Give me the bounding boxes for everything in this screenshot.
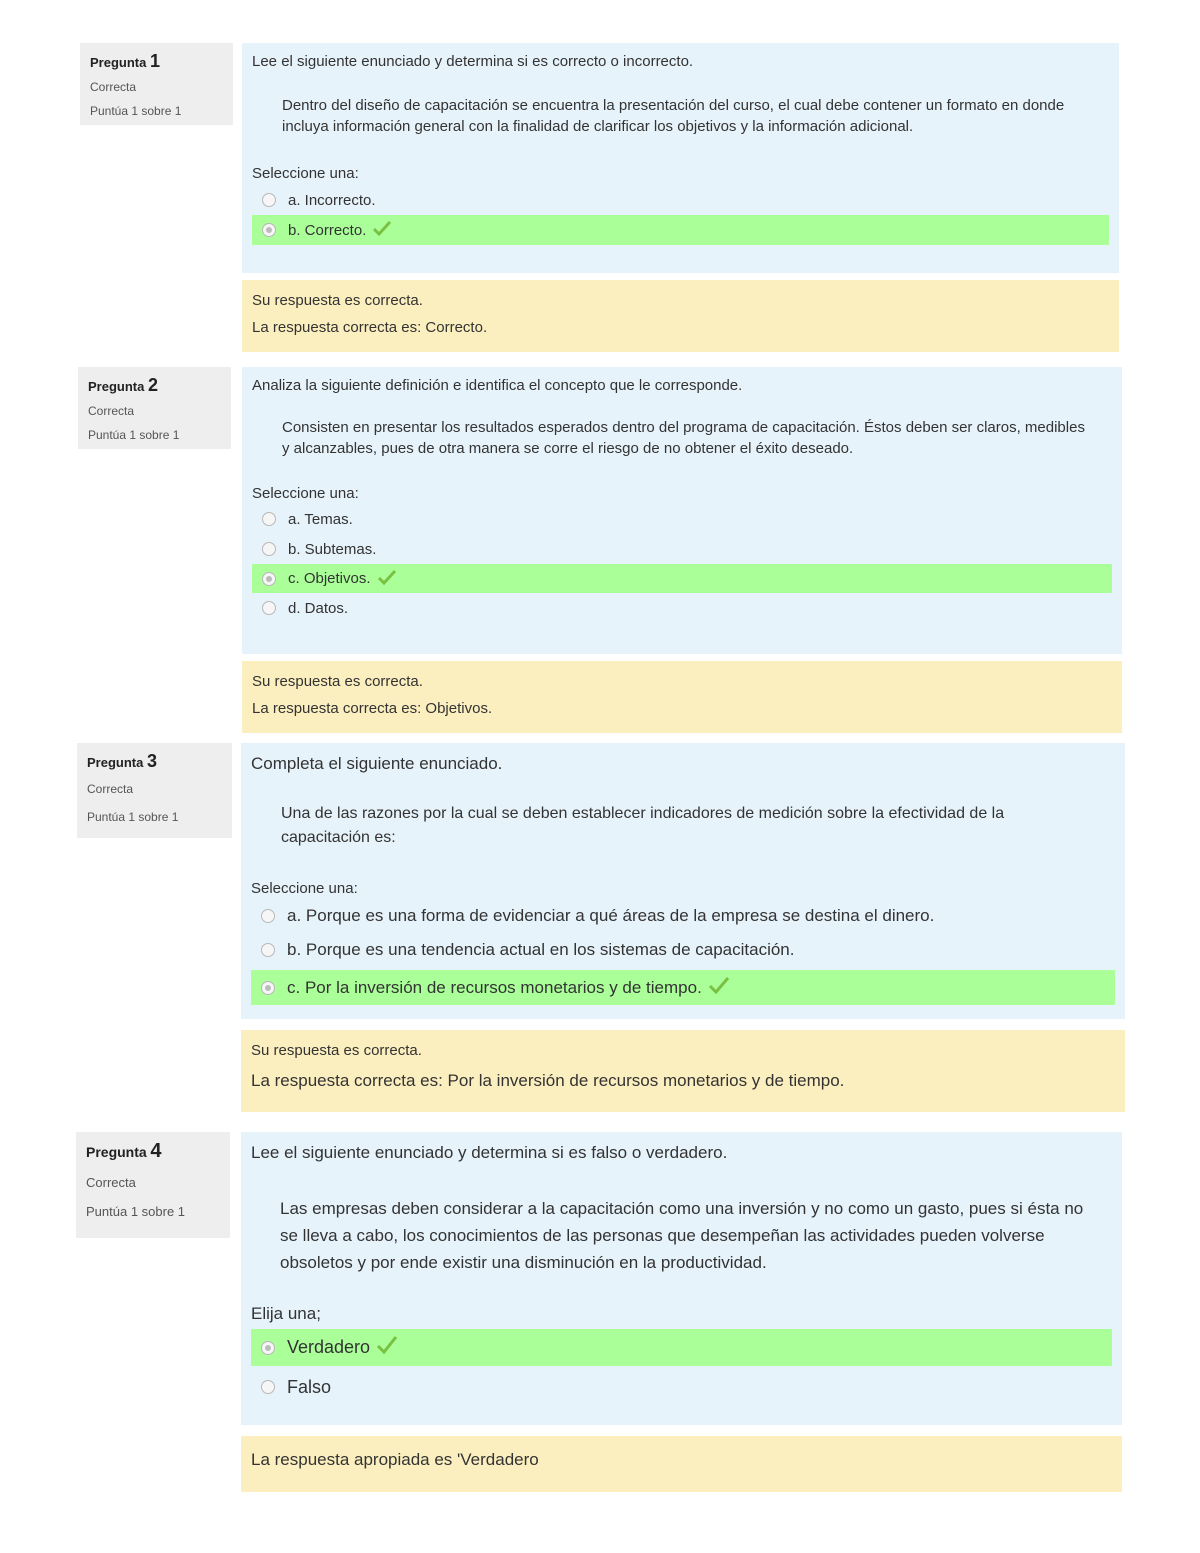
question-number-value: 2 xyxy=(147,375,158,395)
question-label: Pregunta xyxy=(86,1144,147,1160)
question-stem: Una de las razones por la cual se deben establecer indicadores de medición sobre la efectividad de la capacitación es: xyxy=(281,805,1005,846)
answer-label: a. Incorrecto. xyxy=(288,191,376,209)
question-formulation xyxy=(242,43,1119,273)
radio-icon[interactable] xyxy=(261,1341,275,1355)
answer-option[interactable] xyxy=(251,1367,1112,1407)
question-state: Correcta xyxy=(86,1175,136,1190)
question-info xyxy=(77,743,232,838)
question-intro: Completa el siguiente enunciado. xyxy=(251,754,503,773)
answer-option-correct[interactable] xyxy=(251,970,1115,1005)
question-intro: Analiza la siguiente definición e identifica el concepto que le corresponde. xyxy=(252,377,743,394)
answer-option-correct[interactable] xyxy=(252,215,1109,245)
question-grade: Puntúa 1 sobre 1 xyxy=(87,810,179,824)
question-intro: Lee el siguiente enunciado y determina si es correcto o incorrecto. xyxy=(252,53,694,70)
answer-option[interactable] xyxy=(252,593,1112,623)
answer-option[interactable] xyxy=(252,504,1112,534)
answer-label: b. Correcto. xyxy=(288,221,367,239)
radio-icon[interactable] xyxy=(262,223,276,237)
answer-label: c. Objetivos. xyxy=(288,570,371,587)
check-icon xyxy=(376,1335,398,1360)
radio-icon[interactable] xyxy=(261,1380,275,1394)
feedback-correct-answer: La respuesta correcta es: Objetivos. xyxy=(252,700,493,717)
answer-label: a. Porque es una forma de evidenciar a qué áreas de la empresa se destina el dinero. xyxy=(287,906,935,925)
feedback-status: Su respuesta es correcta. xyxy=(251,1042,422,1059)
radio-icon[interactable] xyxy=(261,909,275,923)
feedback-correct-answer: La respuesta correcta es: Correcto. xyxy=(252,319,488,336)
select-label: Seleccione una: xyxy=(251,880,358,897)
question-intro: Lee el siguiente enunciado y determina si es falso o verdadero. xyxy=(251,1143,728,1162)
answer-option-correct[interactable] xyxy=(252,564,1112,593)
question-label: Pregunta xyxy=(90,55,147,70)
question-number-value: 3 xyxy=(146,751,157,771)
question-state: Correcta xyxy=(90,80,137,94)
question-info xyxy=(78,367,231,449)
answer-option[interactable] xyxy=(252,534,1112,564)
answer-label: Falso xyxy=(287,1376,332,1397)
question-formulation xyxy=(241,1132,1122,1425)
feedback-correct-answer: La respuesta correcta es: Por la inversión de recursos monetarios y de tiempo. xyxy=(251,1071,845,1090)
check-icon xyxy=(708,976,730,999)
question-formulation xyxy=(242,367,1122,654)
question-number-value: 1 xyxy=(149,51,160,71)
question-feedback xyxy=(242,280,1119,352)
question-feedback xyxy=(241,1436,1122,1492)
question-grade: Puntúa 1 sobre 1 xyxy=(88,428,180,442)
answer-option[interactable] xyxy=(251,899,1115,933)
feedback-correct-answer: La respuesta apropiada es 'Verdadero xyxy=(251,1450,539,1469)
question-number xyxy=(88,375,221,396)
question-number xyxy=(90,51,223,72)
select-label: Seleccione una: xyxy=(252,485,359,502)
answer-label: c. Por la inversión de recursos monetarios y de tiempo. xyxy=(287,977,702,997)
question-number-value: 4 xyxy=(150,1140,162,1162)
question-stem: Las empresas deben considerar a la capacitación como una inversión y no como un gasto, pues si ésta no se lleva a cabo, los conocimientos de las personas que desempeñan las actividades pueden volverse obsoletos y por ende existir una disminución en la productividad. xyxy=(280,1199,1084,1272)
answer-label: b. Porque es una tendencia actual en los sistemas de capacitación. xyxy=(287,940,795,959)
question-number xyxy=(86,1140,220,1163)
question-info xyxy=(76,1132,230,1238)
radio-icon[interactable] xyxy=(261,981,275,995)
radio-icon[interactable] xyxy=(262,193,276,207)
feedback-status: Su respuesta es correcta. xyxy=(252,673,423,690)
question-number xyxy=(87,751,222,772)
question-info xyxy=(80,43,233,125)
answer-label: d. Datos. xyxy=(288,599,349,617)
answer-option[interactable] xyxy=(251,933,1115,967)
answer-label: b. Subtemas. xyxy=(288,540,377,558)
radio-icon[interactable] xyxy=(262,542,276,556)
question-grade: Puntúa 1 sobre 1 xyxy=(90,104,182,118)
radio-icon[interactable] xyxy=(262,512,276,526)
select-label: Seleccione una: xyxy=(252,165,359,182)
question-feedback xyxy=(242,661,1122,733)
question-stem: Dentro del diseño de capacitación se encuentra la presentación del curso, el cual debe contener un formato en donde incluya información general con la finalidad de clarificar los objetivos y la información adicional. xyxy=(282,97,1065,135)
radio-icon[interactable] xyxy=(261,943,275,957)
answer-option[interactable] xyxy=(252,186,1109,214)
question-state: Correcta xyxy=(88,404,135,418)
radio-icon[interactable] xyxy=(262,572,276,586)
check-icon xyxy=(372,220,392,240)
radio-icon[interactable] xyxy=(262,601,276,615)
question-feedback xyxy=(241,1030,1125,1112)
feedback-status: Su respuesta es correcta. xyxy=(252,292,423,309)
question-label: Pregunta xyxy=(88,379,145,394)
question-label: Pregunta xyxy=(87,755,144,770)
question-stem: Consisten en presentar los resultados esperados dentro del programa de capacitación. Éstos deben ser claros, medibles y alcanzables, pues de otra manera se corre el riesgo de no obtener el éxito deseado. xyxy=(282,419,1085,457)
answer-option-correct[interactable] xyxy=(251,1329,1112,1366)
question-state: Correcta xyxy=(87,782,134,796)
check-icon xyxy=(377,569,397,589)
answer-label: Verdadero xyxy=(287,1337,371,1357)
answer-label: a. Temas. xyxy=(288,510,353,528)
question-formulation xyxy=(241,743,1125,1019)
select-label: Elija una; xyxy=(251,1304,321,1323)
question-grade: Puntúa 1 sobre 1 xyxy=(86,1204,186,1219)
